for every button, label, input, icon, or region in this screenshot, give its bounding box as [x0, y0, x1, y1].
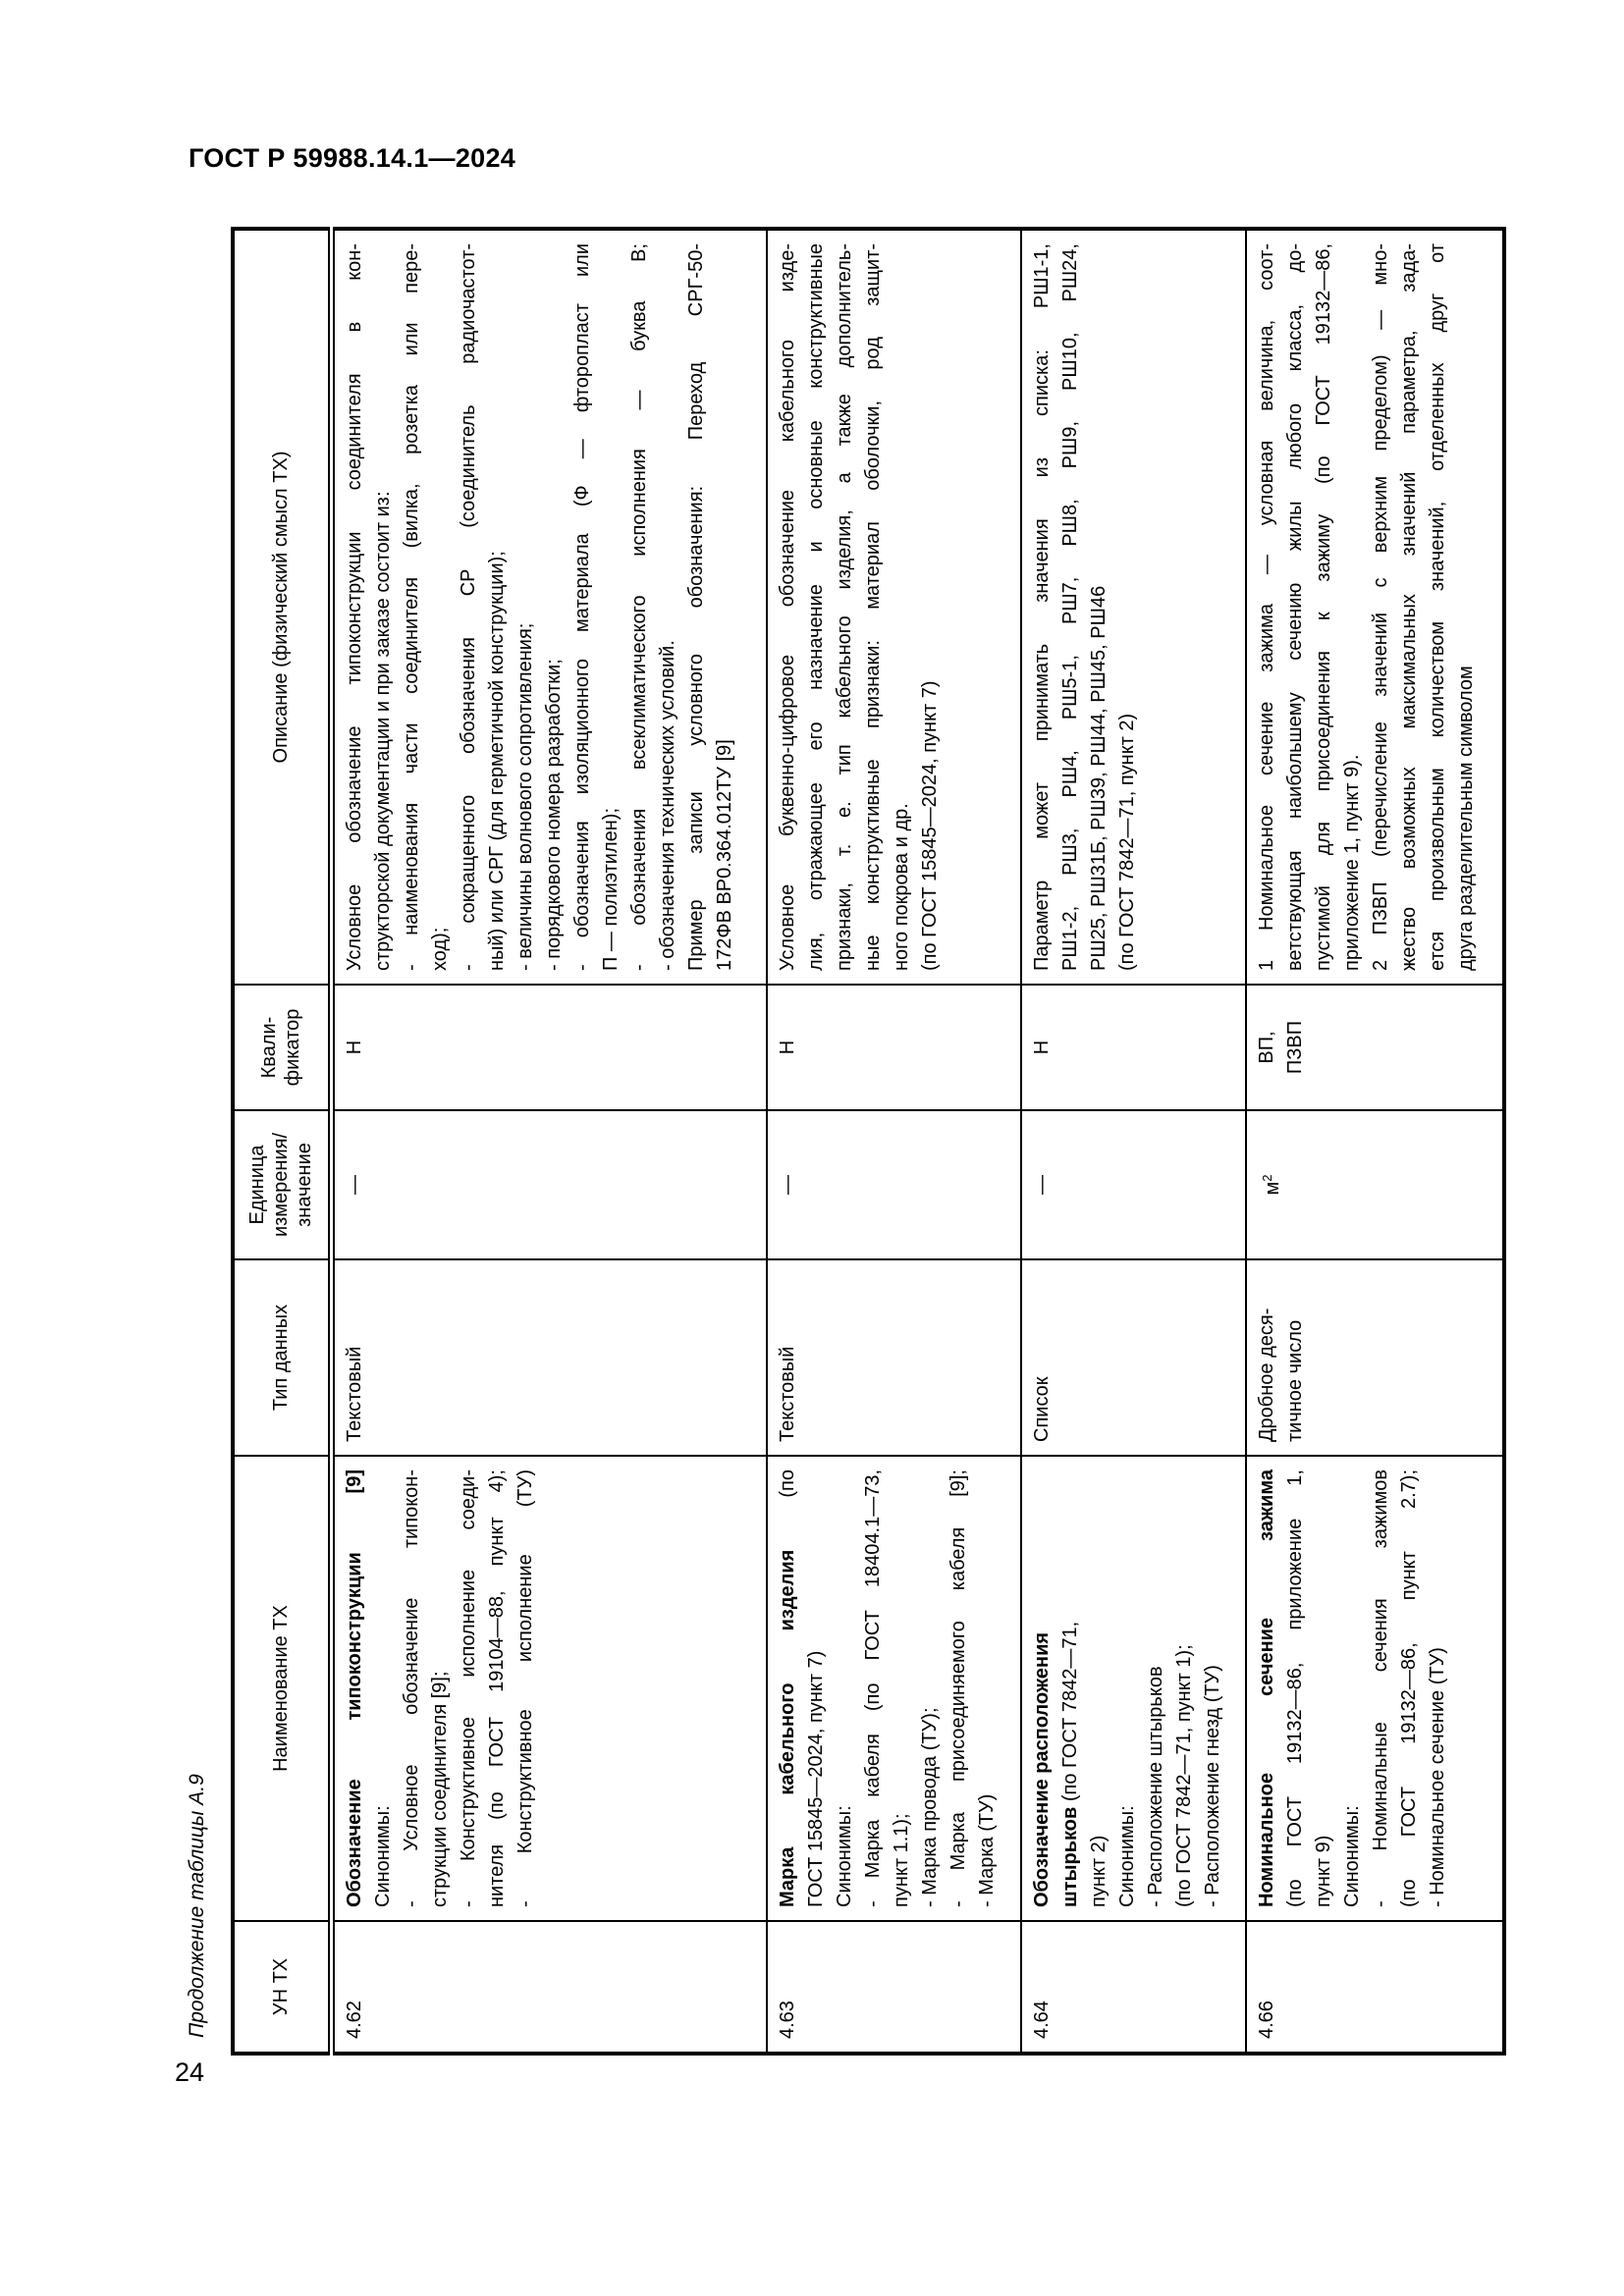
text-line: [831, 1469, 859, 1907]
text-run: ветствующая наибольшему сечению жилы любого класса, до-: [1284, 243, 1306, 971]
text-line: [455, 243, 483, 971]
cell-unit: [331, 1110, 767, 1259]
cell-qualifier: [1021, 985, 1246, 1110]
text-run: РШ25, РШ31Б, РШ39, РШ44, РШ45, РШ46: [1088, 585, 1110, 971]
text-line: [1338, 243, 1367, 971]
text-run: - Номинальные сечения зажимов: [1370, 1469, 1391, 1907]
text-line: [1253, 1935, 1281, 2039]
text-line: [568, 243, 597, 971]
text-line: [597, 243, 625, 971]
text-run: 4.62: [343, 2001, 365, 2039]
text-run: пункт 1.1);: [891, 1813, 912, 1907]
text-line: [341, 1124, 369, 1246]
text-line: [369, 243, 398, 971]
text-line: [1028, 1935, 1056, 2039]
text-line: [916, 243, 945, 971]
text-line: [512, 1469, 540, 1907]
text-line: [916, 1469, 945, 1907]
text-line: [774, 998, 802, 1096]
text-run: пункт 9): [1313, 1835, 1334, 1907]
text-run: Н: [777, 1040, 798, 1055]
text-run: Список: [1031, 1376, 1053, 1442]
text-run: Н: [1031, 1040, 1053, 1055]
cell-qualifier: [767, 985, 1021, 1110]
text-line: [455, 1469, 483, 1907]
text-run: - Расположение штырьков: [1145, 1666, 1166, 1907]
text-run: - наименования части соединителя (вилка, розетка или пере-: [400, 243, 422, 971]
text-run: - Марка провода (ТУ);: [919, 1707, 941, 1907]
text-run: Обозначение типоконструкции [9]: [343, 1469, 365, 1907]
text-line: [802, 243, 831, 971]
column-header-quali: [233, 985, 331, 1110]
column-header-type: [233, 1259, 331, 1456]
text-run: —: [777, 1175, 798, 1195]
text-line: [483, 243, 512, 971]
table-row-4.62: [331, 229, 767, 2054]
table-row-4.64: [1021, 229, 1246, 2054]
text-line: [1253, 998, 1281, 1096]
text-line: [341, 243, 369, 971]
text-run: ход);: [428, 927, 451, 971]
text-run: - Конструктивное исполнение соеди-: [457, 1469, 479, 1907]
text-run: - Марка кабеля (по ГОСТ 18404.1—73,: [862, 1469, 884, 1907]
text-run: ного покрова и др.: [891, 803, 912, 971]
cell-unit: [1021, 1110, 1246, 1259]
text-run: (по ГОСТ 19132—86, пункт 2.7);: [1398, 1469, 1420, 1907]
text-line: [1253, 243, 1281, 971]
text-run: —: [1031, 1175, 1053, 1195]
text-run: (по ГОСТ 7842—71, пункт 2): [1116, 713, 1138, 971]
text-line: [1028, 1469, 1056, 1907]
text-run: - Условное обозначение типокон-: [400, 1469, 422, 1907]
text-run: ГОСТ 15845—2024, пункт 7): [805, 1650, 827, 1907]
text-line: [1281, 1273, 1310, 1442]
column-header-name: [233, 1456, 331, 1921]
text-line: [398, 1469, 426, 1907]
text-run: (по ГОСТ 7842—71, пункт 1);: [1173, 1644, 1195, 1907]
text-line: [973, 1469, 1001, 1907]
column-header-line: Единица: [246, 1145, 269, 1225]
text-run: (по ГОСТ 19132—86, приложение 1,: [1284, 1469, 1306, 1907]
text-run: ется произвольным количеством значений, отделенных друг от: [1427, 243, 1448, 971]
text-run: Синонимы:: [834, 1805, 855, 1907]
cell-description: [767, 229, 1021, 985]
text-line: [859, 243, 888, 971]
cell-qualifier: [331, 985, 767, 1110]
cell-name: [767, 1456, 1021, 1921]
text-run: 2: [1260, 1174, 1274, 1182]
text-run: - Марка присоединяемого кабеля [9];: [947, 1469, 969, 1907]
text-line: [1310, 1469, 1338, 1907]
text-line: [1281, 243, 1310, 971]
text-run: друга разделительным символом: [1455, 666, 1477, 971]
text-line: [1281, 998, 1310, 1096]
text-line: [341, 1273, 369, 1442]
text-line: [1338, 1469, 1367, 1907]
text-line: [1253, 1469, 1281, 1907]
text-run: 4.63: [777, 2001, 798, 2039]
text-line: [774, 243, 802, 971]
text-run: - обозначения всеклиматического исполнения — буква В;: [627, 243, 650, 971]
column-header-line: Наименование ТХ: [270, 1605, 293, 1772]
text-line: [1142, 1469, 1170, 1907]
text-line: [426, 243, 455, 971]
text-line: [1367, 243, 1395, 971]
column-header-line: УН ТХ: [270, 1957, 293, 2016]
text-line: [512, 243, 540, 971]
cell-type: [1246, 1259, 1504, 1456]
text-line: [831, 243, 859, 971]
text-run: - порядкового номера разработки;: [542, 659, 565, 971]
text-line: [1028, 998, 1056, 1096]
cell-qualifier: [1246, 985, 1504, 1110]
column-header-unit: [233, 1110, 331, 1259]
text-line: [426, 1469, 455, 1907]
text-run: РШ1-2, РШ3, РШ4, РШ5-1, РШ7, РШ8, РШ9, РШ10, РШ24,: [1059, 243, 1081, 971]
text-run: - обозначения изоляционного материала (Ф — фторопласт или: [570, 243, 593, 971]
text-run: - Расположение гнезд (ТУ): [1202, 1665, 1223, 1907]
text-run: Синонимы:: [371, 1805, 394, 1907]
text-run: жество возможных максимальных значений параметра, зада-: [1398, 243, 1420, 971]
text-line: [1424, 1469, 1452, 1907]
text-line: [369, 1469, 398, 1907]
text-run: ные конструктивные признаки: материал оболочки, род защит-: [862, 243, 884, 971]
cell-un: [331, 1921, 767, 2054]
text-run: Дробное деся-: [1256, 1308, 1277, 1442]
text-run: лия, отражающее его назначение и основные конструктивные: [805, 243, 827, 971]
text-run: Н: [343, 1040, 365, 1055]
text-line: [1310, 243, 1338, 971]
text-line: [774, 1273, 802, 1442]
cell-un: [1021, 1921, 1246, 2054]
text-line: [802, 1469, 831, 1907]
cell-description: [1021, 229, 1246, 985]
text-run: 172ФВ ВР0.364.012ТУ [9]: [713, 739, 735, 971]
text-run: Синонимы:: [1116, 1805, 1138, 1907]
cell-un: [767, 1921, 1021, 2054]
text-line: [1395, 243, 1424, 971]
table-continuation-caption: Продолжение таблицы А.9: [186, 1774, 208, 2038]
column-header-un: [233, 1921, 331, 2054]
cell-name: [331, 1456, 767, 1921]
text-line: [682, 243, 711, 971]
text-line: [1085, 1469, 1113, 1907]
text-line: [1028, 243, 1056, 971]
text-line: [483, 1469, 512, 1907]
text-line: [888, 1469, 916, 1907]
cell-name: [1021, 1456, 1246, 1921]
table-row-4.66: [1246, 229, 1504, 2054]
cell-unit: [767, 1110, 1021, 1259]
cell-type: [767, 1259, 1021, 1456]
cell-un: [1246, 1921, 1504, 2054]
text-line: [774, 1124, 802, 1246]
text-line: [341, 1469, 369, 1907]
text-run: признаки, т. е. тип кабельного изделия, а также дополнитель-: [834, 243, 855, 971]
text-run: 4.66: [1256, 2001, 1277, 2039]
text-line: [1424, 243, 1452, 971]
text-line: [1056, 243, 1085, 971]
cell-description: [331, 229, 767, 985]
text-line: [1199, 1469, 1227, 1907]
text-run: Параметр может принимать значения из списка: РШ1-1,: [1031, 243, 1053, 971]
text-line: [1253, 1124, 1287, 1246]
text-run: Обозначение расположения: [1031, 1631, 1053, 1907]
text-run: 4.64: [1031, 2001, 1053, 2039]
text-line: [1028, 1124, 1056, 1246]
text-run: (по ГОСТ 15845—2024, пункт 7): [919, 680, 941, 971]
text-run: —: [343, 1175, 365, 1195]
cell-type: [331, 1259, 767, 1456]
text-line: [1056, 1469, 1085, 1907]
text-run: структорской документации и при заказе состоит из:: [371, 491, 394, 971]
standard-code-header: ГОСТ Р 59988.14.1—2024: [189, 143, 516, 173]
text-line: [711, 243, 739, 971]
text-line: [859, 1469, 888, 1907]
text-run: П — полиэтилен);: [599, 808, 622, 971]
text-line: [1367, 1469, 1395, 1907]
text-run: (по ГОСТ 7842—71,: [1059, 1621, 1081, 1807]
text-run: пункт 2): [1088, 1835, 1110, 1907]
text-line: [774, 1469, 802, 1907]
text-run: - Номинальное сечение (ТУ): [1427, 1647, 1448, 1907]
text-line: [398, 243, 426, 971]
text-run: - Марка (ТУ): [976, 1793, 998, 1907]
text-line: [774, 1935, 802, 2039]
column-header-line: значение: [294, 1143, 316, 1227]
text-run: 1 Номинальное сечение зажима — условная величина, соот-: [1256, 243, 1277, 971]
text-run: Номинальное сечение зажима: [1256, 1469, 1277, 1907]
text-line: [1253, 1273, 1281, 1442]
text-run: (по: [777, 1468, 798, 1550]
cell-description: [1246, 229, 1504, 985]
column-header-line: Описание (физический смысл ТХ): [270, 451, 293, 764]
column-header-line: измерения/: [270, 1132, 293, 1238]
text-line: [625, 243, 654, 971]
page-number: 24: [175, 2057, 205, 2087]
text-run: штырьков: [1059, 1806, 1081, 1907]
text-run: Текстовый: [343, 1346, 365, 1442]
text-run: м: [1262, 1181, 1283, 1196]
text-line: [341, 1935, 369, 2039]
text-run: Синонимы:: [1341, 1805, 1363, 1907]
text-line: [540, 243, 568, 971]
cell-name: [1246, 1456, 1504, 1921]
text-line: [1028, 1273, 1056, 1442]
text-run: ПЗВП: [1284, 1020, 1306, 1075]
text-line: [654, 243, 682, 971]
text-run: тичное число: [1284, 1319, 1306, 1442]
text-line: [1113, 1469, 1142, 1907]
text-run: ВП,: [1256, 1031, 1277, 1064]
text-run: приложение 1, пункт 9).: [1341, 754, 1363, 971]
text-run: Текстовый: [777, 1346, 798, 1442]
text-run: струкции соединителя [9];: [428, 1671, 451, 1907]
text-run: - Конструктивное исполнение (ТУ): [514, 1469, 536, 1907]
table-row-4.63: [767, 229, 1021, 2054]
text-line: [1395, 1469, 1424, 1907]
text-run: Условное буквенно-цифровое обозначение кабельного изде-: [777, 243, 798, 971]
column-header-line: Тип данных: [270, 1304, 293, 1412]
text-run: 2 ПЗВП (перечисление значений с верхним пределом) — мно-: [1370, 243, 1391, 971]
column-header-line: фикатор: [282, 1008, 304, 1087]
cell-unit: [1246, 1110, 1504, 1259]
cell-type: [1021, 1259, 1246, 1456]
table-body: [331, 229, 1504, 2054]
column-header-line: Квали-: [258, 1016, 281, 1079]
text-run: Условное обозначение типоконструкции соединителя в кон-: [343, 243, 365, 971]
text-run: - сокращенного обозначения СР (соединитель радиочастот-: [457, 243, 479, 971]
text-run: Марка кабельного изделия: [777, 1549, 798, 1907]
text-run: нителя (по ГОСТ 19104—88, пункт 4);: [485, 1469, 508, 1907]
table-header-row: [233, 229, 331, 2054]
text-line: [1170, 1469, 1199, 1907]
characteristics-table: [231, 227, 1506, 2056]
text-line: [1113, 243, 1142, 971]
text-line: [945, 1469, 973, 1907]
text-line: [1281, 1469, 1310, 1907]
text-run: ный) или СРГ (для герметичной конструкции);: [485, 551, 508, 971]
text-run: - обозначения технических условий.: [656, 640, 678, 971]
text-run: - величины волнового сопротивления;: [514, 622, 536, 971]
table-header: [233, 229, 331, 2054]
rotated-table-area: [186, 231, 1502, 2056]
text-line: [341, 998, 369, 1096]
text-run: пустимой для присоединения к зажиму (по ГОСТ 19132—86,: [1313, 243, 1334, 971]
text-line: [1085, 243, 1113, 971]
text-line: [888, 243, 916, 971]
text-run: Пример записи условного обозначения: Переход СРГ-50-: [684, 243, 707, 971]
column-header-desc: [233, 229, 331, 985]
text-line: [1452, 243, 1481, 971]
